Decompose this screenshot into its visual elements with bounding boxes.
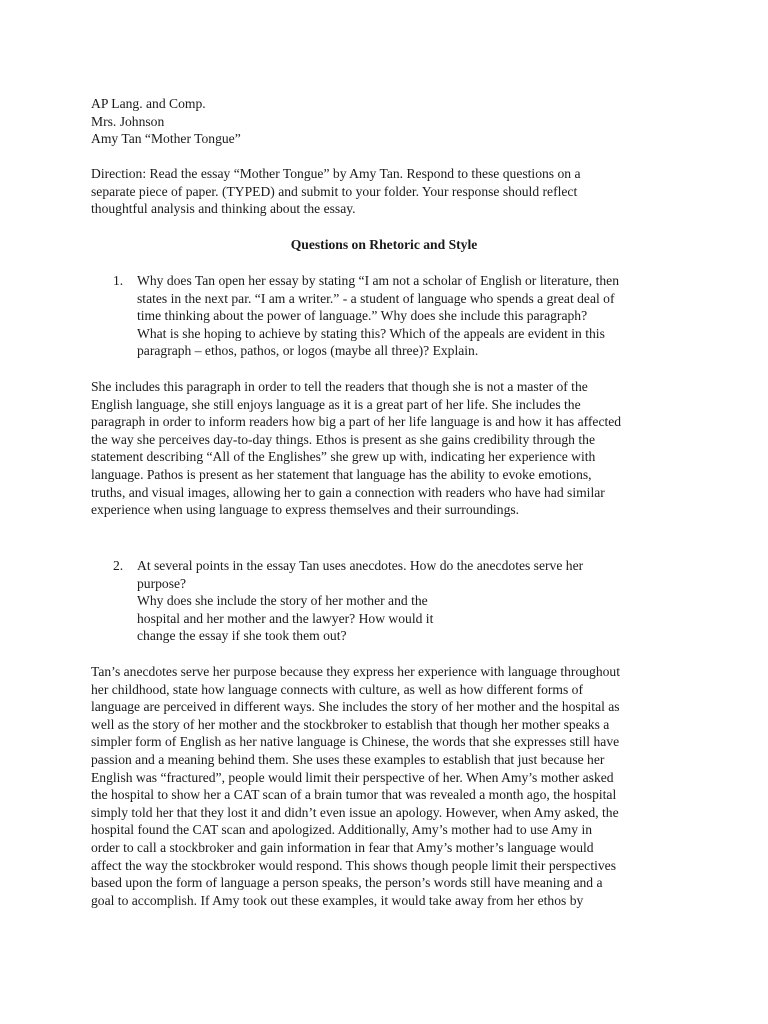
directions-paragraph: [91, 165, 651, 218]
text-line: purpose?: [137, 575, 187, 591]
text-line: based upon the form of language a person speaks, the person’s words still have meaning and a: [91, 875, 603, 891]
question-text: [137, 272, 619, 360]
text-line: Why does Tan open her essay by stating “I am not a scholar of English or literature, then: [137, 273, 619, 288]
text-line: experience when using language to express themselves and their surroundings.: [91, 502, 520, 518]
text-line: paragraph in order to inform readers how big a part of her life language is and how it has affected: [91, 414, 622, 430]
text-line: goal to accomplish. If Amy took out these examples, it would take away from her ethos by: [91, 892, 584, 908]
question-text: [137, 557, 583, 645]
text-line: thoughtful analysis and thinking about the essay.: [91, 201, 356, 217]
text-line: affect the way the stockbroker would respond. This shows though people limit their perspectives: [91, 857, 617, 873]
text-line: hospital and her mother and the lawyer? How would it: [137, 610, 434, 626]
text-line: At several points in the essay Tan uses anecdotes. How do the anecdotes serve her: [137, 558, 584, 573]
answer-2: [91, 663, 620, 909]
text-line: the hospital to show her a CAT scan of a brain tumor that was revealed a month ago, the hospital: [91, 787, 617, 803]
text-line: Direction: Read the essay “Mother Tongue” by Amy Tan. Respond to these questions on a: [91, 166, 581, 181]
text-line: time thinking about the power of language.” Why does she include this paragraph?: [137, 308, 588, 324]
document-header: [91, 95, 241, 148]
text-line: well as the story of her mother and the stockbroker to establish that though her mother speaks a: [91, 716, 610, 732]
text-line: passion and a meaning behind them. She uses these examples to establish that just because her: [91, 751, 605, 767]
text-line: What is she hoping to achieve by stating this? Which of the appeals are evident in this: [137, 325, 605, 341]
text-line: states in the next par. “I am a writer.” - a student of language who spends a great deal of: [137, 290, 615, 306]
teacher-name: Mrs. Johnson: [91, 113, 165, 129]
assignment-title: Amy Tan “Mother Tongue”: [91, 131, 241, 147]
question-number: 2.: [113, 558, 124, 573]
text-line: order to call a stockbroker and gain information in fear that Amy’s mother’s language would: [91, 839, 594, 855]
answer-1: [91, 378, 621, 519]
text-line: English was “fractured”, people would limit their perspective of her. When Amy’s mother asked: [91, 769, 614, 785]
course-name: AP Lang. and Comp.: [91, 96, 206, 111]
text-line: truths, and visual images, allowing her to gain a connection with readers who have had similar: [91, 484, 605, 500]
text-line: Why does she include the story of her mother and the: [137, 593, 428, 609]
text-line: English language, she still enjoys language as it is a great part of her life. She includes the: [91, 396, 581, 412]
text-line: hospital found the CAT scan and apologized. Additionally, Amy’s mother had to use Amy in: [91, 822, 593, 838]
question-number: 1.: [113, 273, 124, 288]
text-line: statement describing “All of the Englishes” she grew up with, indicating her experience with: [91, 449, 596, 465]
text-line: change the essay if she took them out?: [137, 628, 347, 644]
text-line: simply told her that they lost it and didn’t even issue an apology. However, when Amy asked, the: [91, 804, 619, 820]
section-title: Questions on Rhetoric and Style: [290, 237, 478, 252]
text-line: language. Pathos is present as her statement that language has the ability to evoke emotions,: [91, 466, 592, 482]
text-line: language are perceived in different ways. She includes the story of her mother and the hospital as: [91, 699, 620, 715]
text-line: separate piece of paper. (TYPED) and submit to your folder. Your response should reflect: [91, 183, 578, 199]
text-line: her childhood, state how language connects with culture, as well as how different forms of: [91, 681, 584, 697]
text-line: paragraph – ethos, pathos, or logos (maybe all three)? Explain.: [137, 343, 479, 359]
text-line: the way she perceives day-to-day things. Ethos is present as she gains credibility through the: [91, 431, 595, 447]
text-line: simpler form of English as her native language is Chinese, the words that she expresses still have: [91, 734, 620, 750]
text-line: She includes this paragraph in order to tell the readers that though she is not a master of the: [91, 379, 588, 394]
text-line: Tan’s anecdotes serve her purpose because they express her experience with language throughout: [91, 664, 621, 679]
